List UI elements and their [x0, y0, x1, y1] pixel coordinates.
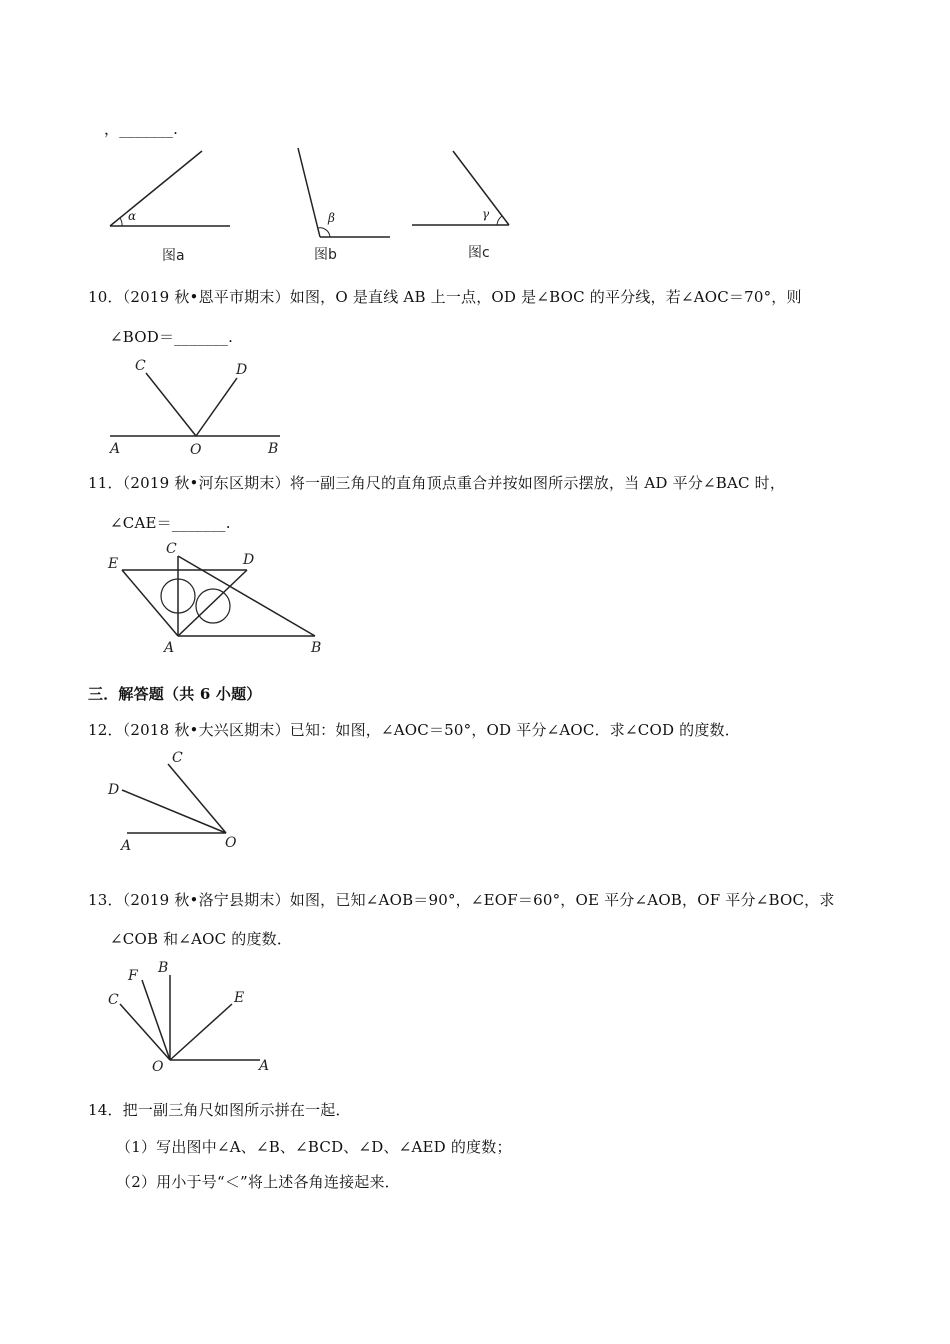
q12-label-c: C [172, 750, 183, 766]
q13-answer-line: ∠COB 和∠AOC 的度数． [110, 930, 293, 948]
q9-answer-blank: ，_______. [104, 120, 179, 138]
q11-label-d: D [243, 552, 255, 568]
q13-label-e: E [234, 990, 245, 1006]
q13-label-c: C [108, 992, 119, 1008]
q11-answer-line: ∠CAE＝_______. [110, 514, 231, 532]
q13-label-o: O [152, 1059, 164, 1075]
q10-stem: 10．（2019 秋•恩平市期末）如图，O 是直线 AB 上一点，OD 是∠BOC 的平分线，若∠AOC＝70°，则 [88, 288, 802, 306]
q10-label-c: C [135, 358, 146, 374]
q13-stem: 13．（2019 秋•洛宁县期末）如图，已知∠AOB＝90°，∠EOF＝60°，OE 平分∠AOB，OF 平分∠BOC，求 [88, 891, 835, 909]
q14-part-1: （1）写出图中∠A、∠B、∠BCD、∠D、∠AED 的度数； [116, 1138, 512, 1156]
q9-caption-b: 图b [314, 247, 337, 263]
section-title: 三．解答题（共 6 小题） [88, 685, 262, 703]
q11-label-c: C [166, 541, 177, 557]
q13-label-f: F [128, 968, 138, 984]
q12-stem: 12．（2018 秋•大兴区期末）已知：如图，∠AOC＝50°，OD 平分∠AOC．求∠COD 的度数． [88, 721, 740, 739]
q10-label-d: D [236, 362, 248, 378]
q12-label-d: D [108, 782, 120, 798]
q11-label-a: A [164, 640, 175, 656]
q13-label-a: A [259, 1058, 270, 1074]
q14-stem: 14．把一副三角尺如图所示拼在一起． [88, 1101, 351, 1119]
q13-label-b: B [158, 960, 169, 976]
q10-answer-line: ∠BOD＝_______. [110, 328, 234, 346]
q9-angle-gamma: γ [482, 207, 490, 221]
q10-label-a: A [110, 441, 121, 457]
q9-angle-alpha: α [128, 209, 137, 223]
q9-angle-beta: β [328, 211, 335, 225]
q12-label-o: O [225, 835, 237, 851]
q10-label-o: O [190, 442, 202, 458]
q11-label-e: E [108, 556, 119, 572]
q9-caption-a: 图a [162, 248, 185, 264]
q11-label-b: B [311, 640, 322, 656]
q12-label-a: A [121, 838, 132, 854]
q10-label-b: B [268, 441, 279, 457]
q14-part-2: （2）用小于号“＜”将上述各角连接起来． [116, 1173, 400, 1191]
q11-stem: 11．（2019 秋•河东区期末）将一副三角尺的直角顶点重合并按如图所示摆放，当 AD 平分∠BAC 时， [88, 474, 786, 492]
q9-caption-c: 图c [468, 245, 490, 261]
